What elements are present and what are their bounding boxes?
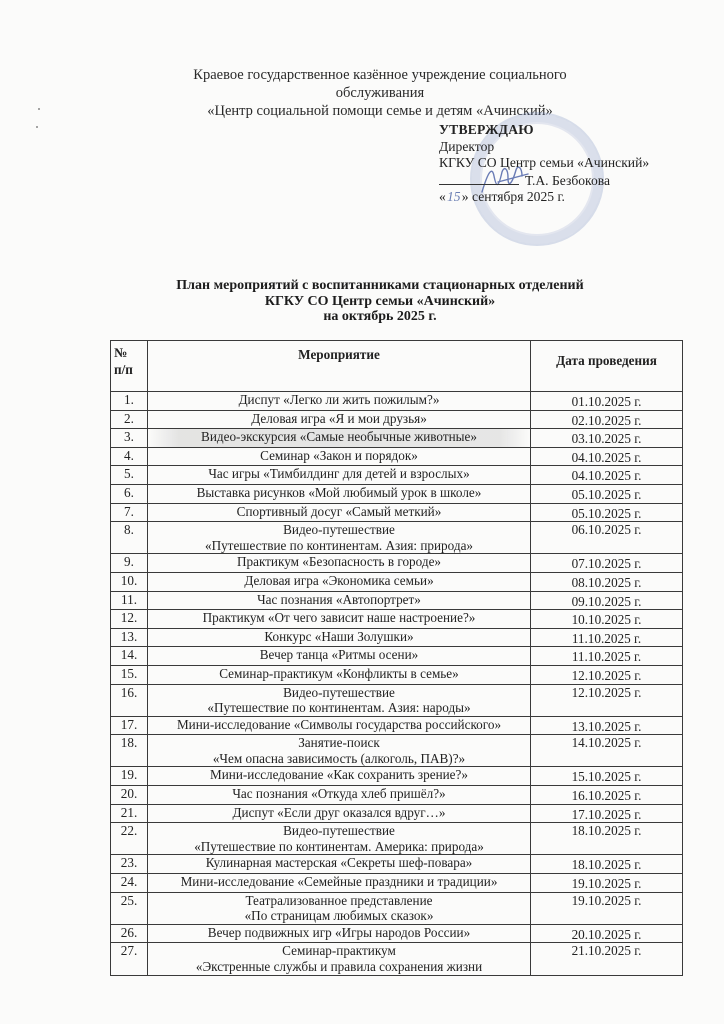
director-position: Директор [439, 138, 495, 154]
row-number: 8. [111, 522, 148, 554]
event-title: Театрализованное представление [245, 892, 433, 908]
table-row [111, 466, 683, 485]
table-row [111, 823, 683, 855]
approval-date [439, 189, 699, 206]
table-row [111, 628, 683, 647]
event-date: 21.10.2025 г. [531, 943, 683, 975]
event-cell [148, 823, 531, 855]
event-cell [148, 647, 531, 666]
approval-block [439, 122, 699, 206]
table-row [111, 665, 683, 684]
row-number: 18. [111, 735, 148, 767]
row-number: 2. [111, 410, 148, 429]
event-date: 06.10.2025 г. [531, 522, 683, 554]
event-date: 13.10.2025 г. [531, 716, 683, 735]
event-cell [148, 786, 531, 805]
plan-title [150, 278, 610, 325]
row-number: 25. [111, 892, 148, 924]
table-row [111, 484, 683, 503]
event-cell [148, 554, 531, 573]
event-date: 04.10.2025 г. [531, 447, 683, 466]
event-cell [148, 447, 531, 466]
event-title: Мини-исследование «Семейные праздники и традиции» [180, 874, 498, 890]
director-organization: КГКУ СО Центр семьи «Ачинский» [439, 155, 650, 170]
event-title: Выставка рисунков «Мой любимый урок в школе» [196, 484, 482, 500]
date-quote: « [439, 189, 446, 204]
table-row [111, 892, 683, 924]
event-title: Видео-экскурсия «Самые необычные животные» [201, 429, 477, 445]
row-number: 12. [111, 610, 148, 629]
row-number: 11. [111, 591, 148, 610]
table-row [111, 591, 683, 610]
event-date: 11.10.2025 г. [531, 628, 683, 647]
event-title: Конкурс «Наши Золушки» [264, 628, 414, 644]
row-number: 3. [111, 429, 148, 448]
event-date: 12.10.2025 г. [531, 684, 683, 716]
events-table [110, 340, 683, 976]
event-title: Видео-путешествие [283, 522, 395, 538]
row-number: 24. [111, 874, 148, 893]
table-header-row [111, 341, 683, 392]
event-cell [148, 572, 531, 591]
row-number: 1. [111, 392, 148, 411]
event-cell [148, 684, 531, 716]
table-row [111, 503, 683, 522]
event-title: Мини-исследование «Как сохранить зрение?» [210, 767, 468, 783]
event-cell [148, 410, 531, 429]
column-header-number-symbol: № [114, 345, 128, 360]
signature-blank [439, 172, 519, 185]
event-date: 05.10.2025 г. [531, 484, 683, 503]
row-number: 19. [111, 767, 148, 786]
table-row [111, 522, 683, 554]
row-number: 22. [111, 823, 148, 855]
event-cell [148, 522, 531, 554]
table-row [111, 572, 683, 591]
row-number: 13. [111, 628, 148, 647]
event-date: 19.10.2025 г. [531, 892, 683, 924]
table-row [111, 392, 683, 411]
event-date: 08.10.2025 г. [531, 572, 683, 591]
table-row [111, 647, 683, 666]
table-row [111, 874, 683, 893]
column-header-date: Дата проведения [531, 341, 683, 392]
event-title: Деловая игра «Я и мои друзья» [251, 410, 427, 426]
org-name-line2: «Центр социальной помощи семье и детям «Ачинский» [207, 103, 553, 119]
row-number: 7. [111, 503, 148, 522]
date-rest: » сентября 2025 г. [461, 189, 565, 204]
event-date: 18.10.2025 г. [531, 855, 683, 874]
column-header-number-abbr: п/п [114, 362, 133, 377]
event-title: Семинар «Закон и порядок» [260, 447, 418, 463]
plan-title-line1: План мероприятий с воспитанниками стационарных отделений [176, 278, 584, 293]
row-number: 16. [111, 684, 148, 716]
row-number: 27. [111, 943, 148, 975]
row-number: 20. [111, 786, 148, 805]
event-date: 17.10.2025 г. [531, 804, 683, 823]
date-day: 15 [447, 189, 461, 204]
row-number: 21. [111, 804, 148, 823]
event-title: Диспут «Легко ли жить пожилым?» [238, 392, 440, 407]
event-date: 18.10.2025 г. [531, 823, 683, 855]
event-cell [148, 804, 531, 823]
event-title: Видео-путешествие [283, 684, 395, 700]
event-date: 10.10.2025 г. [531, 610, 683, 629]
row-number: 14. [111, 647, 148, 666]
table-row [111, 716, 683, 735]
event-date: 03.10.2025 г. [531, 429, 683, 448]
approve-label: УТВЕРЖДАЮ [439, 122, 534, 137]
org-name-line1: Краевое государственное казённое учреждение социального обслуживания [193, 67, 567, 101]
event-cell [148, 591, 531, 610]
event-title: Семинар-практикум «Конфликты в семье» [219, 665, 459, 681]
event-subtitle: «По страницам любимых сказок» [244, 908, 434, 924]
row-number: 23. [111, 855, 148, 874]
event-date: 14.10.2025 г. [531, 735, 683, 767]
event-cell [148, 943, 531, 975]
event-title: Кулинарная мастерская «Секреты шеф-повара» [205, 855, 473, 871]
event-date: 09.10.2025 г. [531, 591, 683, 610]
table-row [111, 610, 683, 629]
event-date: 01.10.2025 г. [531, 392, 683, 411]
event-cell [148, 466, 531, 485]
event-cell [148, 716, 531, 735]
event-title: Видео-путешествие [283, 823, 395, 839]
event-cell [148, 874, 531, 893]
organization-header [150, 66, 610, 120]
event-cell [148, 924, 531, 943]
event-date: 05.10.2025 г. [531, 503, 683, 522]
event-title: Практикум «От чего зависит наше настроение?» [202, 610, 476, 626]
table-row [111, 447, 683, 466]
event-title: Занятие-поиск [298, 735, 380, 751]
event-title: Диспут «Если друг оказался вдруг…» [232, 804, 446, 820]
event-title: Час познания «Откуда хлеб пришёл?» [232, 786, 446, 802]
table-row [111, 786, 683, 805]
event-title: Деловая игра «Экономика семьи» [244, 572, 434, 588]
event-title: Вечер подвижных игр «Игры народов России» [207, 924, 471, 940]
table-body [111, 392, 683, 976]
event-cell [148, 892, 531, 924]
event-cell [148, 665, 531, 684]
event-cell [148, 628, 531, 647]
event-date: 20.10.2025 г. [531, 924, 683, 943]
event-subtitle: «Экстренные службы и правила сохранения жизни [195, 959, 483, 974]
event-title: Спортивный досуг «Самый меткий» [236, 503, 442, 519]
row-number: 15. [111, 665, 148, 684]
event-cell [148, 735, 531, 767]
row-number: 26. [111, 924, 148, 943]
event-title: Час познания «Автопортрет» [257, 591, 421, 607]
event-title: Семинар-практикум [282, 943, 396, 959]
row-number: 9. [111, 554, 148, 573]
column-header-event: Мероприятие [148, 341, 531, 392]
table-row [111, 943, 683, 975]
event-subtitle: «Путешествие по континентам. Азия: народы» [207, 700, 471, 716]
signatory-name: Т.А. Безбокова [525, 172, 611, 188]
table-row [111, 410, 683, 429]
table-row [111, 804, 683, 823]
event-cell [148, 392, 531, 411]
event-cell [148, 429, 531, 448]
event-date: 16.10.2025 г. [531, 786, 683, 805]
event-cell [148, 503, 531, 522]
signature-line [439, 172, 699, 190]
column-header-number [111, 341, 148, 392]
row-number: 17. [111, 716, 148, 735]
event-date: 12.10.2025 г. [531, 665, 683, 684]
table-row [111, 429, 683, 448]
event-subtitle: «Путешествие по континентам. Азия: природа» [204, 537, 474, 553]
event-date: 15.10.2025 г. [531, 767, 683, 786]
table-row [111, 735, 683, 767]
event-title: Час игры «Тимбилдинг для детей и взрослых» [208, 466, 470, 482]
plan-title-line2: КГКУ СО Центр семьи «Ачинский» [264, 293, 496, 309]
row-number: 4. [111, 447, 148, 466]
event-date: 19.10.2025 г. [531, 874, 683, 893]
plan-title-line3: на октябрь 2025 г. [323, 309, 437, 324]
table-row [111, 855, 683, 874]
event-date: 07.10.2025 г. [531, 554, 683, 573]
event-title: Практикум «Безопасность в городе» [236, 554, 442, 570]
row-number: 10. [111, 572, 148, 591]
event-date: 11.10.2025 г. [531, 647, 683, 666]
table-row [111, 924, 683, 943]
event-date: 02.10.2025 г. [531, 410, 683, 429]
event-date: 04.10.2025 г. [531, 466, 683, 485]
scan-speck [36, 126, 38, 128]
event-cell [148, 484, 531, 503]
event-subtitle: «Путешествие по континентам. Америка: природа» [194, 838, 484, 854]
scan-speck [38, 108, 40, 110]
row-number: 5. [111, 466, 148, 485]
event-cell [148, 610, 531, 629]
event-subtitle: «Чем опасна зависимость (алкоголь, ПАВ)?» [212, 750, 466, 766]
table-row [111, 767, 683, 786]
row-number: 6. [111, 484, 148, 503]
event-title: Вечер танца «Ритмы осени» [259, 647, 419, 663]
event-cell [148, 767, 531, 786]
event-title: Мини-исследование «Символы государства российского» [176, 716, 502, 732]
table-row [111, 554, 683, 573]
event-cell [148, 855, 531, 874]
table-row [111, 684, 683, 716]
